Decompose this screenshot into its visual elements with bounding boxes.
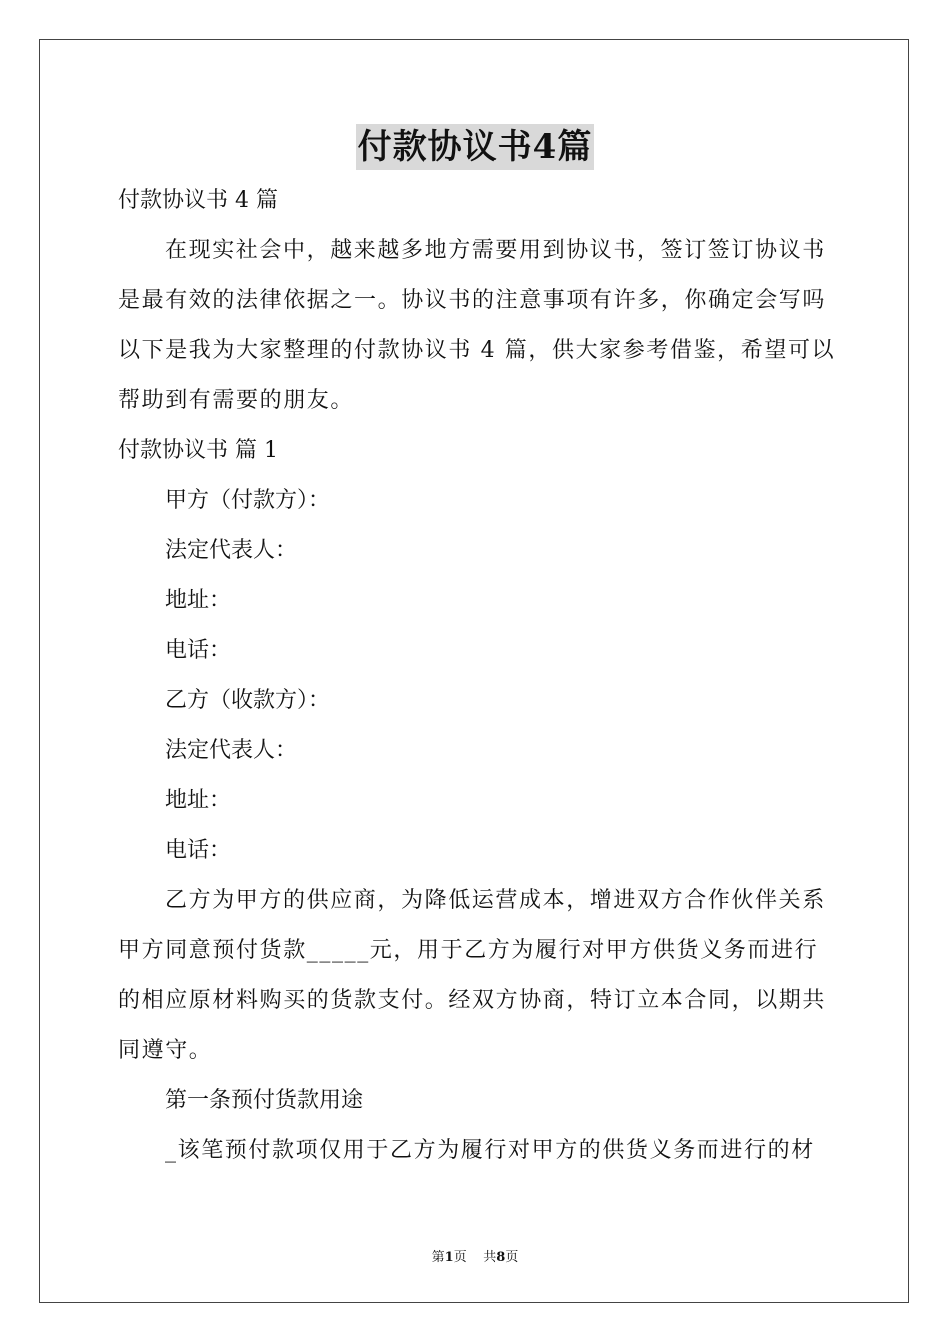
body-line: 同遵守。 — [118, 1038, 213, 1063]
body-line: 乙方为甲方的供应商，为降低运营成本，增进双方合作伙伴关系 — [165, 888, 826, 913]
article-1-paragraph — [118, 1126, 834, 1176]
intro-line: 是最有效的法律依据之一。协议书的注意事项有许多，你确定会写吗 — [118, 288, 827, 313]
total-suffix: 页 — [505, 1250, 519, 1265]
intro-paragraph — [118, 226, 834, 426]
party-a-label: 甲方（付款方）： — [165, 488, 331, 513]
party-a-phone: 电话： — [165, 638, 232, 663]
section-heading: 付款协议书 篇 1 — [118, 438, 278, 463]
document-title: 付款协议书4篇 — [356, 124, 595, 170]
page-number: 1 — [444, 1250, 454, 1265]
title-block — [0, 124, 950, 170]
party-b-address: 地址： — [165, 788, 232, 813]
party-b-phone: 电话： — [165, 838, 232, 863]
party-b-label: 乙方（收款方）： — [165, 688, 331, 713]
body-paragraph — [118, 876, 834, 1076]
subtitle: 付款协议书 4 篇 — [118, 188, 278, 213]
body-line: 甲方同意预付货款_____元，用于乙方为履行对甲方供货义务而进行 — [118, 938, 819, 963]
total-pages: 8 — [496, 1250, 506, 1265]
party-a-address: 地址： — [165, 588, 232, 613]
intro-line: 以下是我为大家整理的付款协议书 4 篇，供大家参考借鉴，希望可以 — [118, 338, 836, 363]
intro-line: 在现实社会中，越来越多地方需要用到协议书，签订签订协议书 — [165, 238, 826, 263]
party-b-rep: 法定代表人： — [165, 738, 298, 763]
article-1-line: _该笔预付款项仅用于乙方为履行对甲方的供货义务而进行的材 — [165, 1138, 815, 1163]
party-a-rep: 法定代表人： — [165, 538, 298, 563]
page-footer — [0, 1246, 950, 1265]
document-body — [118, 176, 834, 1176]
intro-line: 帮助到有需要的朋友。 — [118, 388, 355, 413]
page-prefix: 第 — [431, 1250, 445, 1265]
body-line: 的相应原材料购买的货款支付。经双方协商，特订立本合同，以期共 — [118, 988, 827, 1013]
article-1-heading: 第一条预付货款用途 — [165, 1088, 364, 1113]
total-prefix: 共 — [483, 1250, 497, 1265]
page-suffix: 页 — [453, 1250, 467, 1265]
